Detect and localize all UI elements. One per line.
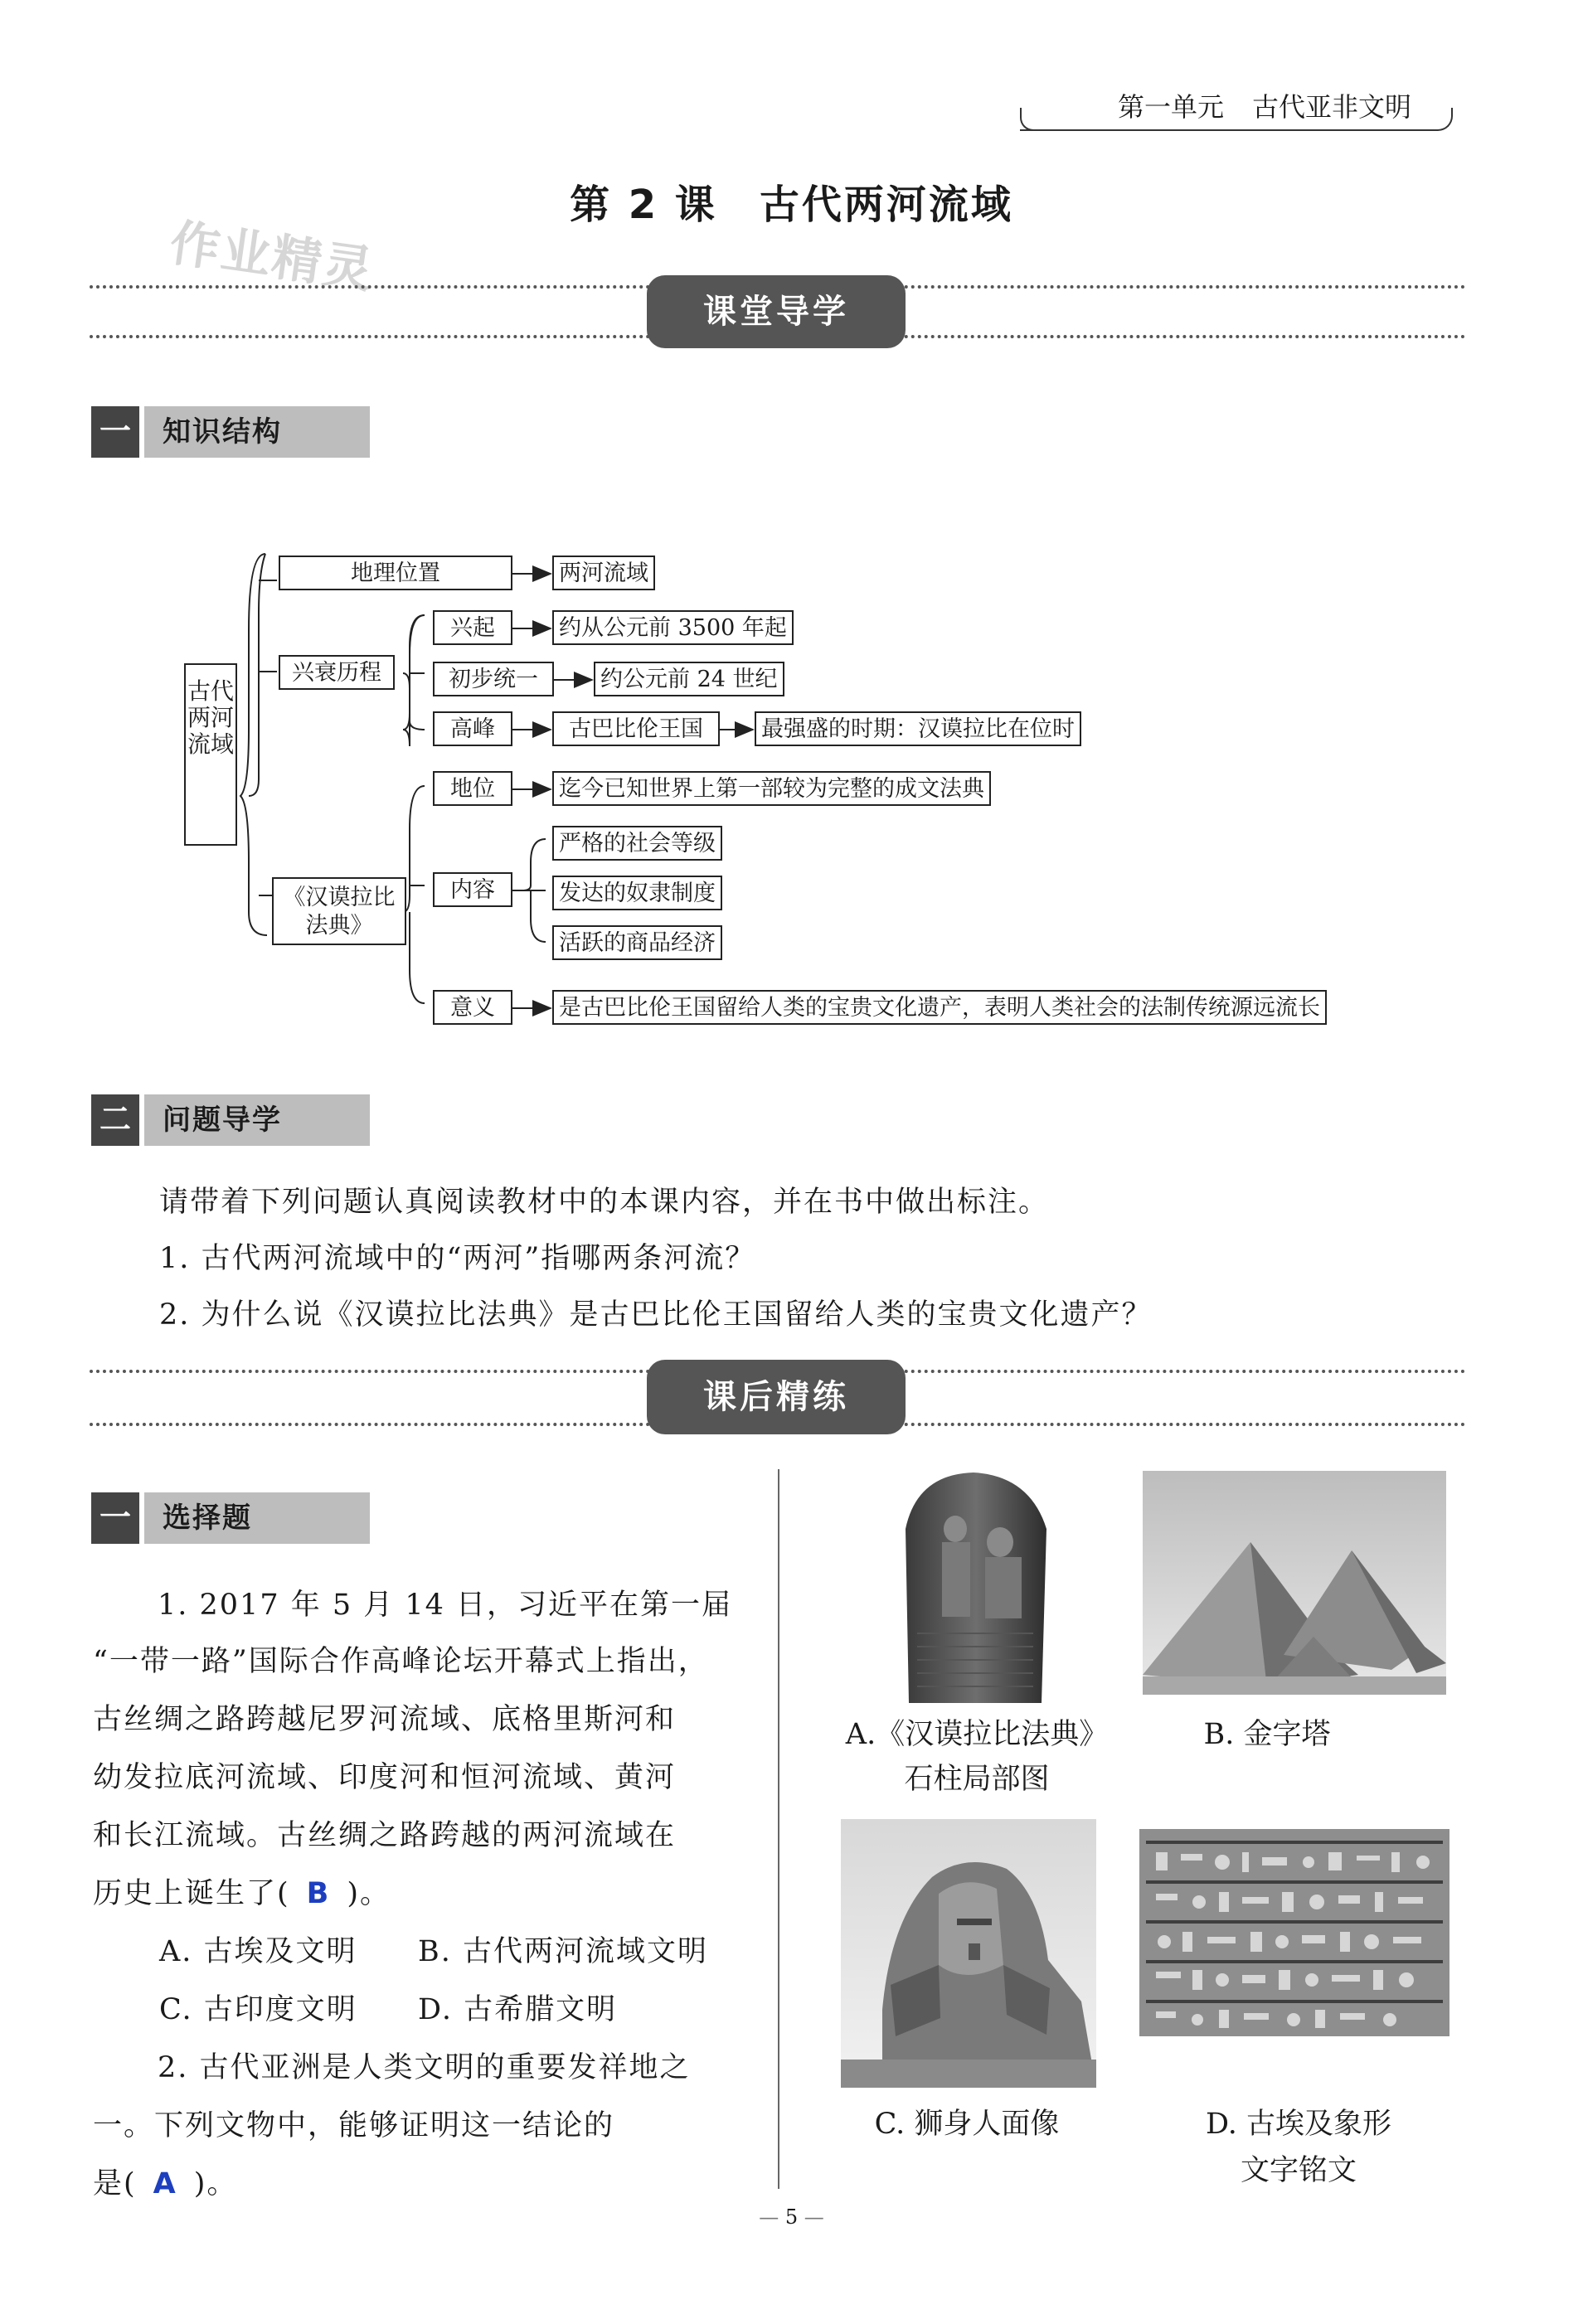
status-label: 地位	[433, 771, 512, 806]
section-label: 问题导学	[144, 1094, 370, 1146]
meaning-value: 是古巴比伦王国留给人类的宝贵文化遗产，表明人类社会的法制传统源远流长	[552, 990, 1327, 1025]
hieroglyph-image	[1139, 1829, 1449, 2036]
q2-line: 2. 古代亚洲是人类文明的重要发祥地之	[158, 2051, 691, 2084]
classroom-banner: 课堂导学	[647, 275, 906, 348]
q1-line: 1. 2017 年 5 月 14 日，习近平在第一届	[158, 1589, 733, 1622]
rise-item-value: 古巴比伦王国	[552, 711, 720, 746]
rise-item-label: 初步统一	[433, 662, 554, 696]
q1-answer: B	[306, 1877, 331, 1910]
q1-option-a: A. 古埃及文明	[159, 1935, 357, 1968]
q1-line: 幼发拉底河流域、印度河和恒河流域、黄河	[93, 1761, 677, 1794]
rise-item-label: 兴起	[433, 610, 512, 645]
guide-question: 1. 古代两河流域中的“两河”指哪两条河流？	[159, 1242, 756, 1275]
stele-picture	[884, 1471, 1063, 1703]
q1-option-c: C. 古印度文明	[159, 1993, 357, 2026]
unit-number: 第一单元	[1118, 91, 1225, 123]
q1-line: 和长江流域。古丝绸之路跨越的两河流域在	[93, 1819, 677, 1852]
image-d-caption: 文字铭文	[1240, 2154, 1357, 2187]
image-a-caption: A.《汉谟拉比法典》	[845, 1718, 1109, 1751]
pyramid-image	[1143, 1471, 1446, 1695]
content-item: 严格的社会等级	[552, 826, 722, 861]
rise-item-value: 约公元前 24 世纪	[594, 662, 784, 696]
rise-label: 兴衰历程	[279, 655, 395, 690]
q1-option-d: D. 古希腊文明	[418, 1993, 618, 2026]
q1-stem-end: 历史上诞生了(	[93, 1877, 290, 1910]
q2-stem-close: )。	[193, 2167, 238, 2200]
sphinx-picture	[841, 1819, 1096, 2088]
meaning-label: 意义	[433, 990, 512, 1025]
pyramid-picture	[1143, 1471, 1446, 1695]
rise-peak-extra: 最强盛的时期：汉谟拉比在位时	[755, 711, 1081, 746]
section-number: 一	[91, 406, 139, 458]
guide-intro: 请带着下列问题认真阅读教材中的本课内容，并在书中做出标注。	[159, 1186, 1050, 1219]
section-number: 一	[91, 1492, 139, 1544]
image-d-caption: D. 古埃及象形	[1205, 2108, 1392, 2141]
q2-answer: A	[153, 2167, 177, 2200]
q2-last-line	[93, 2161, 237, 2202]
knowledge-diagram	[0, 0, 1583, 1061]
after-class-banner: 课后精练	[647, 1360, 906, 1434]
status-value: 迄今已知世界上第一部较为完整的成文法典	[552, 771, 991, 806]
content-item: 活跃的商品经济	[552, 925, 722, 960]
hieroglyph-picture	[1139, 1829, 1449, 2036]
q1-option-b: B. 古代两河流域文明	[418, 1935, 708, 1968]
q1-last-line	[93, 1870, 391, 1912]
q1-line: “一带一路”国际合作高峰论坛开幕式上指出，	[93, 1645, 709, 1678]
section-number: 二	[91, 1094, 139, 1146]
lesson-title: 第 2 课 古代两河流域	[570, 182, 1013, 228]
sphinx-image	[841, 1819, 1096, 2088]
q2-line: 一。下列文物中，能够证明这一结论的	[93, 2109, 615, 2142]
guide-question: 2. 为什么说《汉谟拉比法典》是古巴比伦王国留给人类的宝贵文化遗产？	[159, 1298, 1153, 1332]
rise-item-label: 高峰	[433, 711, 512, 746]
q1-line: 古丝绸之路跨越尼罗河流域、底格里斯河和	[93, 1703, 677, 1736]
page-number: 5	[784, 2205, 799, 2229]
section-label: 选择题	[144, 1492, 370, 1544]
watermark: 作业精灵	[166, 214, 378, 300]
diagram-connectors	[0, 0, 1583, 1061]
rise-item-value: 约从公元前 3500 年起	[552, 610, 794, 645]
page-number-wrap: — 5 —	[759, 2205, 824, 2229]
section-label: 知识结构	[144, 406, 370, 458]
q2-stem-end: 是(	[93, 2167, 137, 2200]
content-label: 内容	[433, 872, 512, 907]
code-label: 《汉谟拉比法典》	[272, 877, 406, 945]
image-b-caption: B. 金字塔	[1203, 1718, 1331, 1751]
content-item: 发达的奴隶制度	[552, 876, 722, 910]
image-c-caption: C. 狮身人面像	[874, 2108, 1060, 2141]
diagram-root: 古代两河流域	[184, 663, 237, 846]
column-divider	[778, 1469, 779, 2189]
q1-stem-close: )。	[347, 1877, 391, 1910]
unit-title: 古代亚非文明	[1252, 91, 1412, 123]
geo-label: 地理位置	[279, 556, 512, 590]
image-a-caption: 石柱局部图	[904, 1763, 1050, 1796]
geo-value: 两河流域	[552, 556, 655, 590]
stele-image	[884, 1471, 1063, 1703]
